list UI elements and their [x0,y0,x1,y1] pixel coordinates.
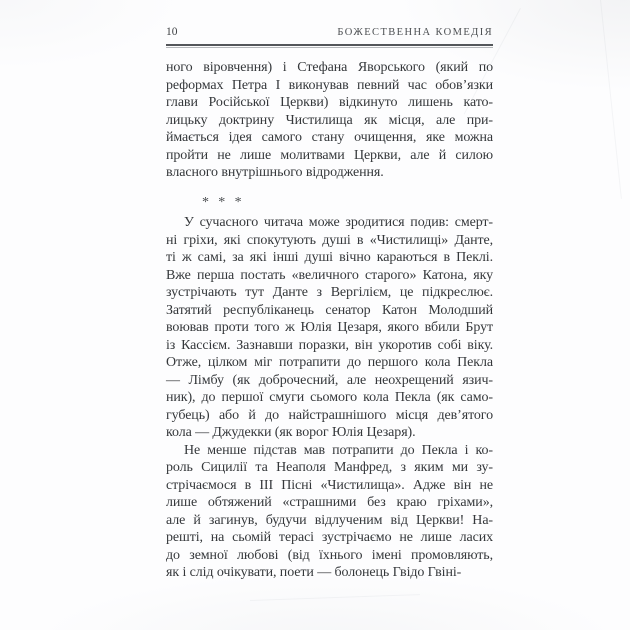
page-body [166,59,493,582]
text-line: У сучасного читача може зродитися подив: смерт- [184,215,493,230]
text-line: лицьку доктрину Чистилища як місця, але при- [166,112,493,128]
photo-crease [250,594,420,601]
text-line: із Кассієм. Зазнавши поразки, він укоротив собі віку. [166,337,493,353]
text-line: ймається ідея самого стану очищення, яке можна [166,130,493,145]
text-line: кола — Джудекки (як ворог Юлія Цезаря). [166,425,416,440]
header-rule [166,44,493,48]
text-line: Отже, цілком міг потрапити до першого кола Пекла [166,355,493,370]
running-title: БОЖЕСТВЕННА КОМЕДІЯ [337,27,493,38]
text-line: лише обтяжений «страшними без краю гріхами», [166,495,493,510]
section-separator: * * * [202,194,242,210]
paragraph [166,214,493,442]
text-line: воював проти того ж Юлія Цезаря, якого вбили Брут [166,320,493,335]
text-line: ті ж самі, за які інші душі вічно караються в Пеклі. [166,250,493,265]
text-line: як і слід очікувати, поети — болонець Гвідо Гвіні- [166,565,462,580]
text-line: пройти не лише молитвами Церкви, але й силою [166,147,493,163]
running-head [166,26,493,38]
photo-crease [600,0,622,199]
paragraph [166,442,493,582]
text-line: власного внутрішнього відродження. [166,165,384,180]
text-line: Затятий республіканець сенатор Катон Молодший [166,302,493,318]
text-line: роль Сицилії та Неаполя Манфред, з яким ми зу- [166,460,493,475]
text-line: глави Російської Церкви) відкинуто лишень като- [166,95,493,110]
text-line: ник), до першої смуги сьомого кола Пекла (як само- [166,390,493,405]
text-line: Не менше підстав мав потрапити до Пекла і ко- [184,442,493,458]
text-line: Вже перша постать «величного старого» Катона, яку [166,267,493,283]
text-line: — Лімбу (як доброчесний, але неохрещений язич- [166,372,493,388]
text-line: ні гріхи, які спокутують душі в «Чистилищі» Данте, [166,232,493,248]
text-line: ного віровчення) і Стефана Яворського (який по [166,60,493,75]
page-number: 10 [166,26,178,38]
text-line: решті, на сьомій терасі зустрічаємо не лише ласих [166,530,493,545]
text-line: до земної любові (від їхнього імені промовляють, [166,547,493,563]
text-line: але й загинув, будучи відлученим від Церкви! На- [166,512,493,528]
text-line: зустрічають тут Данте з Вергілієм, це підкреслює. [166,285,493,300]
text-line: стрічаємося в III Пісні «Чистилища». Адже він не [166,477,493,493]
text-line: реформах Петра І виконував певний час обов’язки [166,77,493,93]
paragraph [166,59,493,182]
text-line: губець) або й до найстрашнішого місця дев’ятого [166,407,493,423]
